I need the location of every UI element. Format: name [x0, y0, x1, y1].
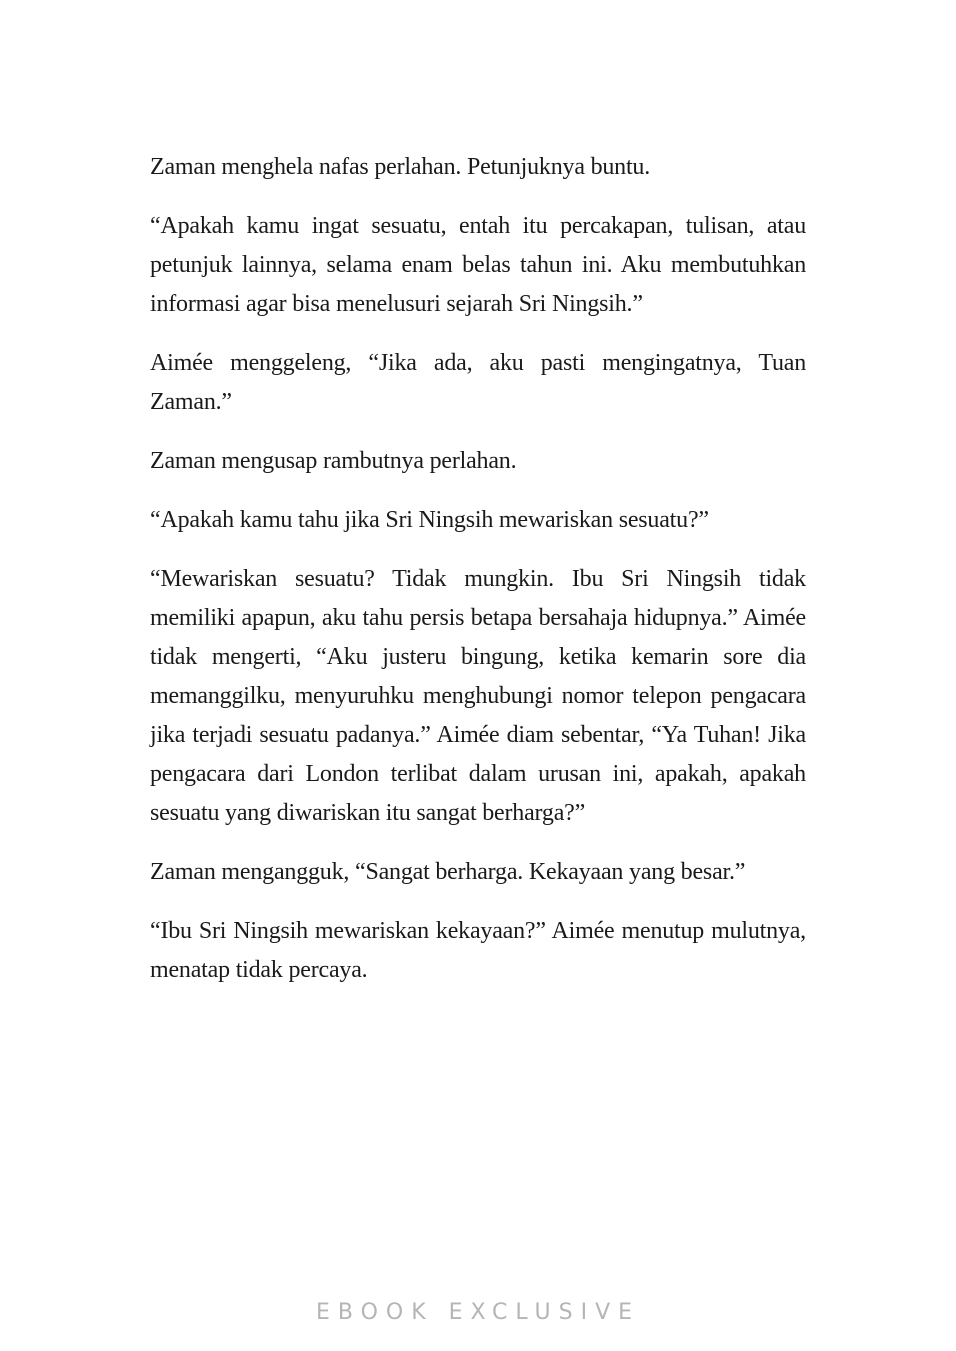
paragraph: “Mewariskan sesuatu? Tidak mungkin. Ibu Sri Ningsih tidak memiliki apapun, aku tahu persis betapa bersahaja hidupnya.” Aimée tidak mengerti, “Aku justeru bingung, ketika kemarin sore dia memanggilku, menyuruhku menghubungi nomor telepon pengacara jika terjadi sesuatu padanya.” Aimée diam sebentar, “Ya Tuhan! Jika pengacara dari London terlibat dalam urusan ini, apakah, apakah sesuatu yang diwariskan itu sangat berharga?”: [150, 566, 806, 826]
paragraph: Zaman mengusap rambutnya perlahan.: [150, 448, 517, 474]
paragraph: Aimée menggeleng, “Jika ada, aku pasti mengingatnya, Tuan Zaman.”: [150, 350, 806, 415]
paragraph: Zaman mengangguk, “Sangat berharga. Kekayaan yang besar.”: [150, 859, 746, 885]
paragraph: “Apakah kamu ingat sesuatu, entah itu percakapan, tulisan, atau petunjuk lainnya, selama enam belas tahun ini. Aku membutuhkan informasi agar bisa menelusuri sejarah Sri Ningsih.”: [150, 213, 806, 317]
paragraph: “Apakah kamu tahu jika Sri Ningsih mewariskan sesuatu?”: [150, 507, 709, 533]
paragraph: Zaman menghela nafas perlahan. Petunjuknya buntu.: [150, 154, 651, 180]
footer-watermark: EBOOK EXCLUSIVE: [315, 1300, 641, 1325]
paragraph: “Ibu Sri Ningsih mewariskan kekayaan?” Aimée menutup mulutnya, menatap tidak percaya.: [150, 918, 806, 983]
page-body: [150, 148, 806, 1010]
